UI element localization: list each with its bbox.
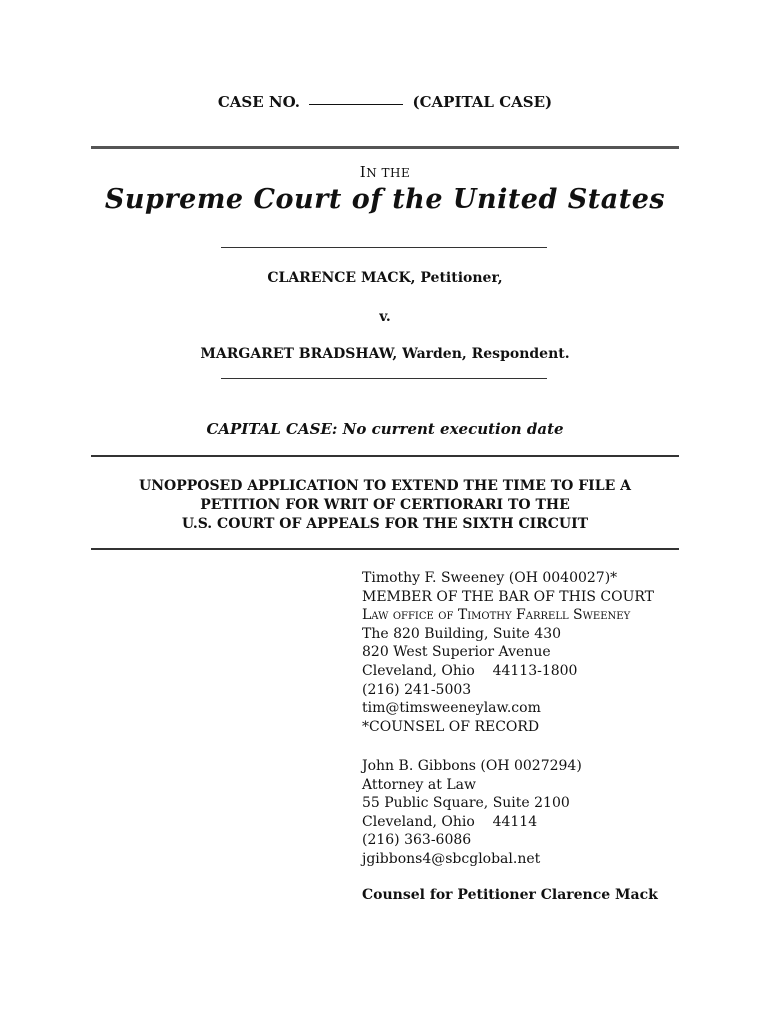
case-number-line <box>0 93 770 111</box>
title-divider-top <box>91 455 679 457</box>
case-number-blank <box>309 103 403 105</box>
court-name: Supreme Court of the United States <box>104 184 666 215</box>
case-number-label: CASE NO. <box>217 93 301 111</box>
respondent: MARGARET BRADSHAW, Warden, Respondent. <box>200 346 570 362</box>
in-the-initial: I <box>359 163 367 181</box>
counsel-address-1: The 820 Building, Suite 430 <box>362 625 562 642</box>
counsel-bar: MEMBER OF THE BAR OF THIS COURT <box>362 588 655 605</box>
counsel-of-record-note: *COUNSEL OF RECORD <box>362 718 540 735</box>
document-title-line-1: UNOPPOSED APPLICATION TO EXTEND THE TIME TO FILE A <box>139 478 631 494</box>
document-title-line-2: PETITION FOR WRIT OF CERTIORARI TO THE <box>200 497 570 513</box>
caption-divider-bottom <box>221 378 547 379</box>
counsel-firm: Law office of Timothy Farrell Sweeney <box>362 607 631 624</box>
caption-divider-top <box>221 247 547 248</box>
petitioner: CLARENCE MACK, Petitioner, <box>267 270 503 286</box>
counsel-city: Cleveland, Ohio 44114 <box>362 813 538 830</box>
counsel-email: tim@timsweeneylaw.com <box>362 700 541 717</box>
case-type: (CAPITAL CASE) <box>412 93 553 111</box>
in-the-heading <box>0 163 770 181</box>
closing-line: Counsel for Petitioner Clarence Mack <box>362 887 658 903</box>
counsel-phone: (216) 241-5003 <box>362 681 472 698</box>
header-divider <box>91 146 679 149</box>
versus: v. <box>379 309 391 325</box>
counsel-city: Cleveland, Ohio 44113-1800 <box>362 662 578 679</box>
counsel-name: Timothy F. Sweeney (OH 0040027)* <box>362 570 618 586</box>
document-title-line-3: U.S. COURT OF APPEALS FOR THE SIXTH CIRCUIT <box>181 516 589 532</box>
counsel-phone: (216) 363-6086 <box>362 832 472 849</box>
counsel-address: 55 Public Square, Suite 2100 <box>362 795 570 812</box>
counsel-address-2: 820 West Superior Avenue <box>362 644 551 661</box>
counsel-email: jgibbons4@sbcglobal.net <box>362 850 541 867</box>
counsel-block-secondary <box>362 757 742 869</box>
counsel-title: Attorney at Law <box>362 776 476 793</box>
counsel-block-primary <box>362 569 742 736</box>
in-the-rest: N THE <box>366 166 411 180</box>
counsel-name: John B. Gibbons (OH 0027294) <box>362 758 582 774</box>
capital-case-note: CAPITAL CASE: No current execution date <box>206 420 564 438</box>
title-divider-bottom <box>91 548 679 550</box>
